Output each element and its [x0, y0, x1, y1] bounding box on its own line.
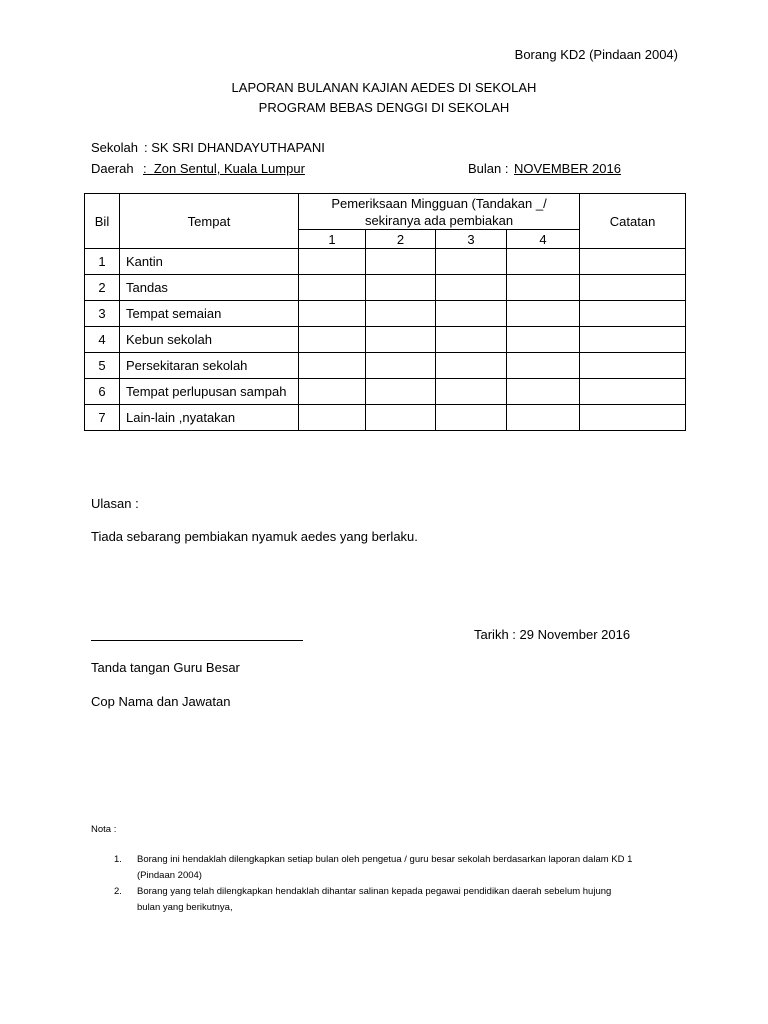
school-value: : SK SRI DHANDAYUTHAPANI: [144, 140, 325, 155]
header-weekly-line2: sekiranya ada pembiakan: [364, 212, 514, 228]
row-number: 2: [85, 275, 120, 301]
week-3-cell: [436, 405, 507, 431]
report-title: LAPORAN BULANAN KAJIAN AEDES DI SEKOLAH: [231, 80, 537, 95]
row-place: Tempat semaian: [120, 301, 299, 327]
row-place: Tandas: [120, 275, 299, 301]
notes-cell: [580, 327, 686, 353]
table-row: [85, 275, 686, 301]
table-row: [85, 405, 686, 431]
week-1-cell: [299, 275, 366, 301]
table-row: [85, 327, 686, 353]
week-4-cell: [507, 327, 580, 353]
week-1-cell: [299, 327, 366, 353]
header-notes: Catatan: [580, 194, 686, 249]
week-2-cell: [366, 353, 436, 379]
form-code: Borang KD2 (Pindaan 2004): [514, 47, 678, 62]
week-4-cell: [507, 353, 580, 379]
row-number: 3: [85, 301, 120, 327]
remarks-text: Tiada sebarang pembiakan nyamuk aedes yang berlaku.: [91, 529, 418, 544]
week-4-cell: [507, 275, 580, 301]
week-4-cell: [507, 249, 580, 275]
table-row: [85, 353, 686, 379]
week-4-cell: [507, 405, 580, 431]
week-2-cell: [366, 301, 436, 327]
notes-cell: [580, 249, 686, 275]
signature-label: Tanda tangan Guru Besar: [91, 660, 240, 675]
school-label: Sekolah: [91, 140, 138, 155]
row-place: Tempat perlupusan sampah: [120, 379, 299, 405]
week-1-cell: [299, 353, 366, 379]
note-line: bulan yang berikutnya,: [137, 902, 233, 913]
row-number: 5: [85, 353, 120, 379]
signature-line: [91, 630, 303, 641]
row-number: 7: [85, 405, 120, 431]
notes-cell: [580, 275, 686, 301]
week-2-cell: [366, 405, 436, 431]
week-1-cell: [299, 301, 366, 327]
row-place: Kebun sekolah: [120, 327, 299, 353]
remarks-label: Ulasan :: [91, 496, 139, 511]
date-text: Tarikh : 29 November 2016: [474, 627, 631, 642]
district-field: [143, 161, 303, 176]
header-weekly-line1: Pemeriksaan Mingguan (Tandakan _/: [331, 195, 547, 211]
note-line: (Pindaan 2004): [137, 870, 202, 881]
week-1-cell: [299, 249, 366, 275]
table-row: [85, 379, 686, 405]
week-2-cell: [366, 249, 436, 275]
row-number: 6: [85, 379, 120, 405]
inspection-table: [84, 193, 686, 431]
district-label: Daerah: [91, 161, 134, 176]
note-number: 2.: [114, 886, 122, 897]
header-week-2: 2: [366, 230, 436, 249]
header-week-1: 1: [299, 230, 366, 249]
note-line: Borang yang telah dilengkapkan hendaklah dihantar salinan kepada pegawai pendidikan daerah sebelum hujung: [137, 886, 612, 897]
notes-cell: [580, 301, 686, 327]
row-place: Kantin: [120, 249, 299, 275]
row-place: Persekitaran sekolah: [120, 353, 299, 379]
week-3-cell: [436, 301, 507, 327]
note-line: Borang ini hendaklah dilengkapkan setiap bulan oleh pengetua / guru besar sekolah berdasarkan laporan dalam KD 1: [137, 854, 633, 865]
week-4-cell: [507, 379, 580, 405]
row-number: 1: [85, 249, 120, 275]
week-3-cell: [436, 353, 507, 379]
row-number: 4: [85, 327, 120, 353]
notes-label: Nota :: [91, 824, 117, 835]
header-bil: Bil: [85, 194, 120, 249]
week-3-cell: [436, 249, 507, 275]
month-label: Bulan :: [468, 161, 509, 176]
week-3-cell: [436, 327, 507, 353]
header-week-3: 3: [436, 230, 507, 249]
notes-cell: [580, 405, 686, 431]
stamp-label: Cop Nama dan Jawatan: [91, 694, 231, 709]
notes-cell: [580, 353, 686, 379]
table-row: [85, 301, 686, 327]
month-value: NOVEMBER 2016: [514, 161, 621, 176]
note-item-2: [137, 884, 611, 916]
header-week-4: 4: [507, 230, 580, 249]
week-4-cell: [507, 301, 580, 327]
week-3-cell: [436, 379, 507, 405]
district-value: Zon Sentul, Kuala Lumpur: [153, 161, 305, 176]
notes-cell: [580, 379, 686, 405]
header-place: Tempat: [120, 194, 299, 249]
note-item-1: [137, 852, 632, 884]
district-colon: :: [143, 161, 147, 176]
week-1-cell: [299, 379, 366, 405]
table-row: [85, 249, 686, 275]
week-3-cell: [436, 275, 507, 301]
report-subtitle: PROGRAM BEBAS DENGGI DI SEKOLAH: [258, 100, 510, 115]
note-number: 1.: [114, 854, 122, 865]
week-2-cell: [366, 275, 436, 301]
header-weekly-inspection: [299, 194, 580, 230]
week-1-cell: [299, 405, 366, 431]
week-2-cell: [366, 379, 436, 405]
row-place: Lain-lain ,nyatakan: [120, 405, 299, 431]
week-2-cell: [366, 327, 436, 353]
